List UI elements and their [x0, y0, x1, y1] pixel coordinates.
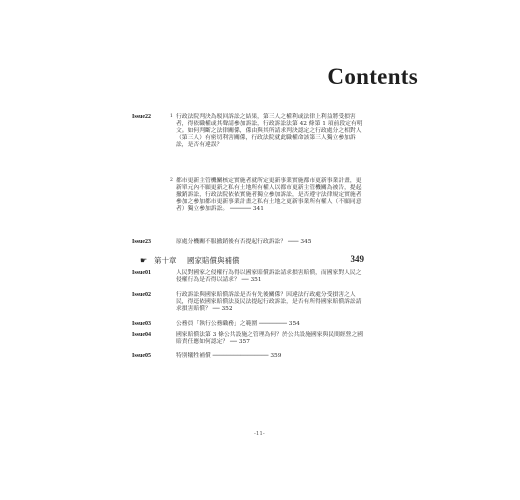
- issue-number: Issue01: [132, 270, 152, 276]
- chapter-page: 349: [350, 254, 364, 264]
- entry-text: 行政訴訟與國家賠償訴訟是否有先後關係？因違法行政處分受損害之人民，得逕依國家賠償法及民法提起行政訴訟，是否有所得國家賠償訴訟請求損害賠償？ ── 352: [176, 292, 362, 312]
- list-item: [132, 270, 364, 284]
- entry-text: 行政法院判決為駁回訴訟之結果，第三人之權利或法律上利益將受損害者，得依職權或其聲請參加訴訟，行政訴訟法第 42 條第 1 項前段定有明文。如何判斷之法律關係，係由與其所請求判決認定之行政處分之相對人（第三人）有密切利害關係，行政法院就此職權命該第三人獨立參加訴訟，是否有違誤？: [176, 114, 363, 148]
- page-number: ──────────────── 359: [210, 353, 282, 359]
- pointing-hand-icon: ☛: [140, 256, 148, 265]
- issue-number: Issue04: [132, 332, 152, 338]
- chapter-heading: [132, 254, 364, 266]
- list-item: [132, 353, 364, 360]
- issue-number: Issue05: [132, 353, 152, 359]
- entry-text: [176, 178, 364, 213]
- list-item: [132, 178, 364, 213]
- entry-text: 公務員「執行公務職務」之範圍 ──────── 354: [176, 321, 300, 327]
- page-number: ── 351: [239, 277, 262, 283]
- list-item: [132, 332, 364, 346]
- page-number: ────── 341: [230, 206, 264, 212]
- page-footer-number: -11-: [254, 431, 265, 437]
- chapter-title: 國家賠償與補償: [187, 256, 240, 265]
- issue-number: Issue03: [132, 321, 152, 327]
- entry-text: 特別犧牲補償 ──────────────── 359: [176, 353, 282, 359]
- entry-text: 國家賠償法第 3 條公共設施之管理為何？於公共設施國家與民間經營之國賠責任應如何認定？ ── 357: [176, 332, 364, 345]
- sub-number: 1: [170, 114, 173, 119]
- sub-number: 2: [170, 178, 173, 183]
- page-number: ── 352: [210, 306, 233, 312]
- issue-number: Issue22: [132, 114, 152, 120]
- entry-text-body: 都市更新主管機關核定實施者就所定更新事業實施都市更新事業計畫，更新單元內不願更新之私有土地所有權人以都市更新主管機關為被告，提起撤銷訴訟，行政法院依依實施者獨立參加訴訟，是否遵守法律規定實施者參加之參加都市更新事業計畫之私有土地之更新事業所有權人（不願同意者）獨立參加訴訟。: [176, 178, 362, 212]
- list-item: [132, 114, 364, 149]
- list-item: [132, 239, 364, 246]
- list-item: [132, 321, 364, 328]
- page-number: ── 357: [228, 339, 250, 345]
- entry-text: 原處分機關不服撤銷後有否提起行政訴訟？ ─── 345: [176, 239, 312, 245]
- page-number: ─── 345: [286, 239, 312, 245]
- page-title: Contents: [327, 64, 418, 89]
- list-item: [132, 292, 364, 313]
- issue-number: Issue23: [132, 239, 152, 245]
- issue-number: Issue02: [132, 292, 152, 298]
- page-number: ──────── 354: [257, 321, 300, 327]
- chapter-label: 第十章: [154, 256, 177, 265]
- entry-text: 人民對國家之侵權行為得以國家賠償訴訟請求損害賠償，而國家對人民之侵權行為是否得以請求？ ── 351: [176, 270, 362, 283]
